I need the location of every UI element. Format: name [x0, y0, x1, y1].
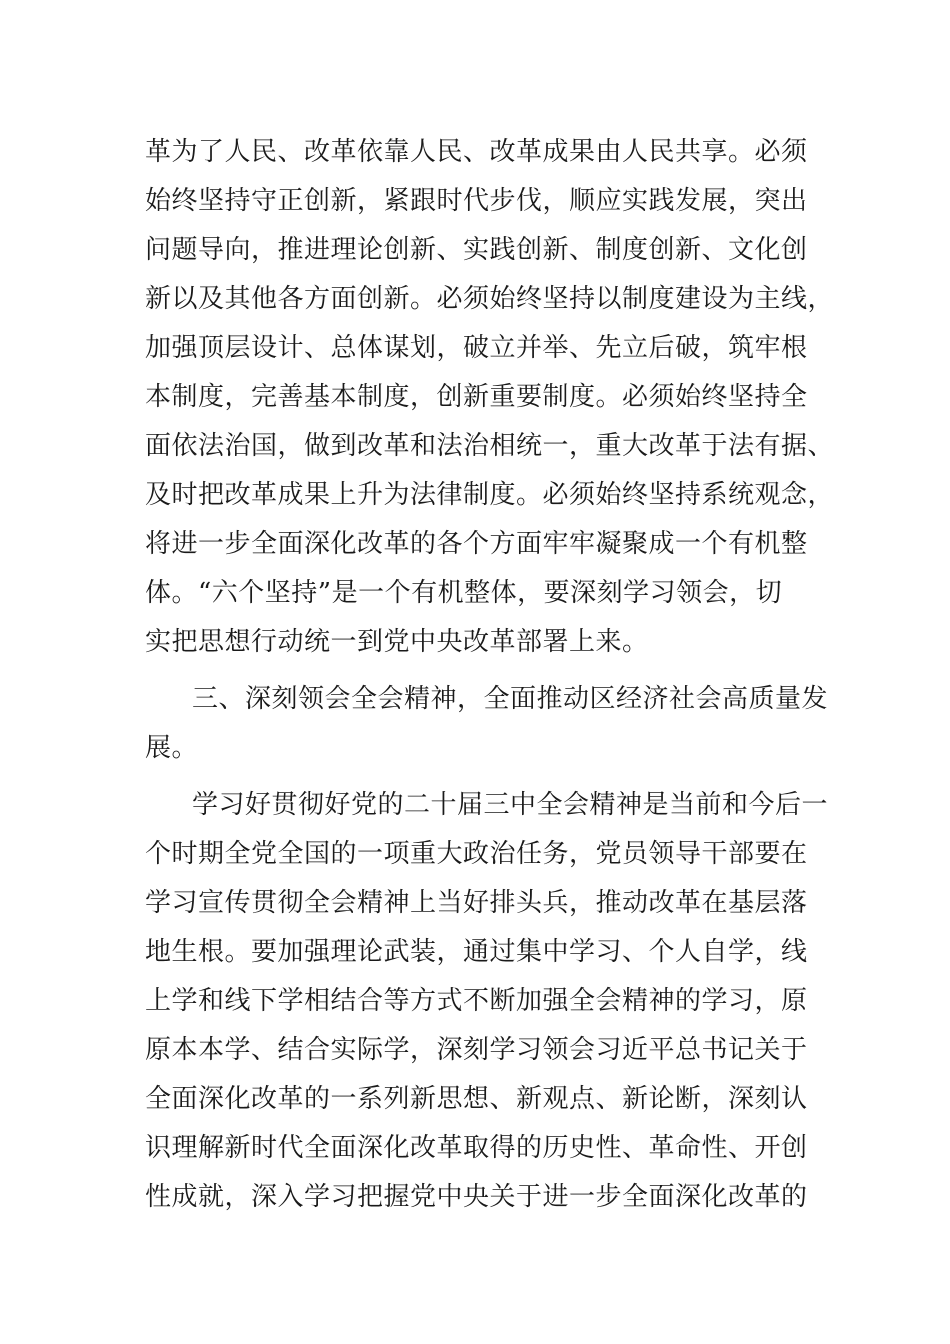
- text-line: 新以及其他各方面创新。必须始终坚持以制度建设为主线，: [145, 284, 835, 314]
- text-line: 学习宣传贯彻全会精神上当好排头兵，推动改革在基层落: [145, 888, 808, 918]
- text-line: 本制度，完善基本制度，创新重要制度。必须始终坚持全: [145, 382, 808, 412]
- text-line: 上学和线下学相结合等方式不断加强全会精神的学习，原: [145, 986, 808, 1016]
- text-line: 性成就，深入学习把握党中央关于进一步全面深化改革的: [145, 1182, 808, 1212]
- text-line: 加强顶层设计、总体谋划，破立并举、先立后破，筑牢根: [145, 333, 808, 363]
- text-line: 面依法治国，做到改革和法治相统一，重大改革于法有据、: [145, 431, 835, 461]
- section-heading-continuation: 展。: [145, 733, 199, 763]
- text-line: 问题导向，推进理论创新、实践创新、制度创新、文化创: [145, 235, 808, 265]
- text-line: 始终坚持守正创新，紧跟时代步伐，顺应实践发展，突出: [145, 186, 808, 216]
- text-line: 及时把改革成果上升为法律制度。必须始终坚持系统观念，: [145, 480, 835, 510]
- text-line: 革为了人民、改革依靠人民、改革成果由人民共享。必须: [145, 137, 808, 167]
- text-line: 个时期全党全国的一项重大政治任务，党员领导干部要在: [145, 839, 808, 869]
- text-line: 体。“六个坚持”是一个有机整体，要深刻学习领会，切: [145, 578, 783, 608]
- section-heading: 三、深刻领会全会精神，全面推动区经济社会高质量发: [192, 684, 829, 714]
- text-line: 将进一步全面深化改革的各个方面牢牢凝聚成一个有机整: [145, 529, 808, 559]
- text-line: 原本本学、结合实际学，深刻学习领会习近平总书记关于: [145, 1035, 808, 1065]
- text-line: 实把思想行动统一到党中央改革部署上来。: [145, 627, 649, 657]
- text-line: 识理解新时代全面深化改革取得的历史性、革命性、开创: [145, 1133, 808, 1163]
- text-line: 全面深化改革的一系列新思想、新观点、新论断，深刻认: [145, 1084, 808, 1114]
- paragraph-first-line: 学习好贯彻好党的二十届三中全会精神是当前和今后一: [192, 790, 829, 820]
- text-line: 地生根。要加强理论武装，通过集中学习、个人自学，线: [145, 937, 808, 967]
